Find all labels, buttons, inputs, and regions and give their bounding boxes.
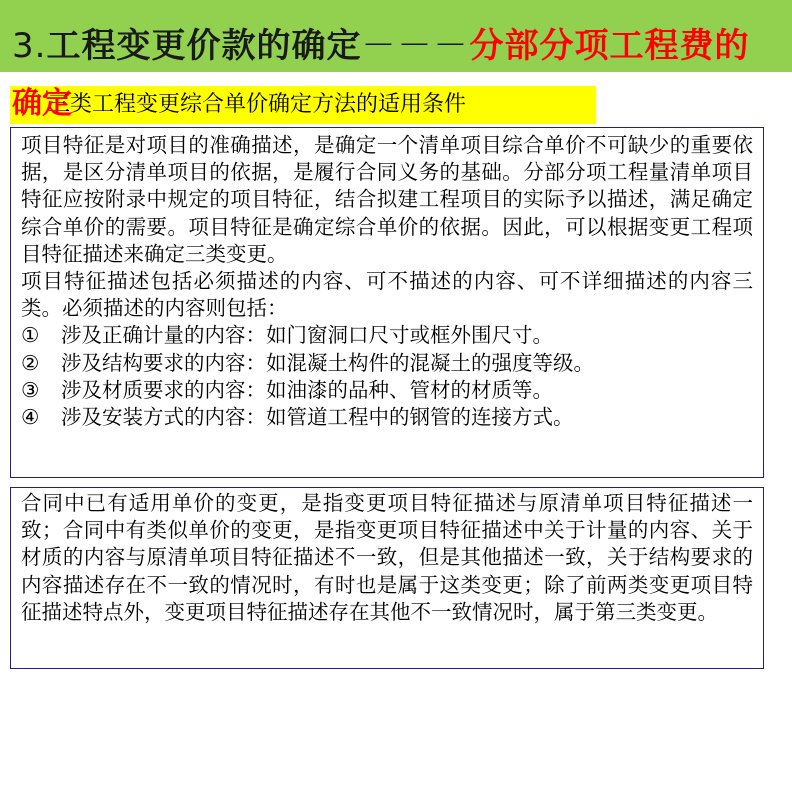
list-item <box>21 350 753 377</box>
subtitle-text: 三类工程变更综合单价确定方法的适用条件 <box>48 92 467 117</box>
list-marker: ① <box>21 323 40 348</box>
list-item-text: 涉及正确计量的内容：如门窗洞口尺寸或框外围尺寸。 <box>61 323 553 348</box>
list-marker: ③ <box>21 377 40 402</box>
feature-paragraph-1: 项目特征是对项目的准确描述，是确定一个清单项目综合单价不可缺少的重要依据，是区分清单项目的依据，是履行合同义务的基础。分部分项工程量清单项目特征应按附录中规定的项目特征，结合拟建工程项目的实际予以描述，满足确定综合单价的需要。项目特征是确定综合单价的依据。因此，可以根据变更工程项目特征描述来确定三类变更。 <box>21 133 753 266</box>
title-main: 工程变更价款的确定 <box>46 26 362 66</box>
title-number: 3. <box>12 26 47 66</box>
list-item-text: 涉及材质要求的内容：如油漆的品种、管材的材质等。 <box>61 377 553 402</box>
feature-paragraph-2: 项目特征描述包括必须描述的内容、可不描述的内容、可不详细描述的内容三类。必须描述的内容则包括： <box>21 269 753 321</box>
list-marker: ② <box>21 350 40 375</box>
list-item <box>21 377 753 404</box>
feature-description-box <box>10 127 764 478</box>
list-item-text: 涉及安装方式的内容：如管道工程中的钢管的连接方式。 <box>61 405 574 430</box>
slide-title <box>12 24 749 68</box>
subtitle-overlay: 确定 <box>12 86 72 121</box>
list-item <box>21 404 753 431</box>
change-types-box <box>10 487 764 669</box>
list-marker: ④ <box>21 405 40 430</box>
list-item-text: 涉及结构要求的内容：如混凝土构件的混凝土的强度等级。 <box>61 350 594 375</box>
title-dashes: －－－ <box>361 26 470 66</box>
list-item <box>21 322 753 349</box>
change-types-paragraph: 合同中已有适用单价的变更，是指变更项目特征描述与原清单项目特征描述一致；合同中有类似单价的变更，是指变更项目特征描述中关于计量的内容、关于材质的内容与原清单项目特征描述不一致，但是其他描述一致，关于结构要求的内容描述存在不一致的情况时，有时也是属于这类变更；除了前两类变更项目特征描述特点外，变更项目特征描述存在其他不一致情况时，属于第三类变更。 <box>21 491 753 624</box>
title-accent: 分部分项工程费的 <box>469 26 750 66</box>
